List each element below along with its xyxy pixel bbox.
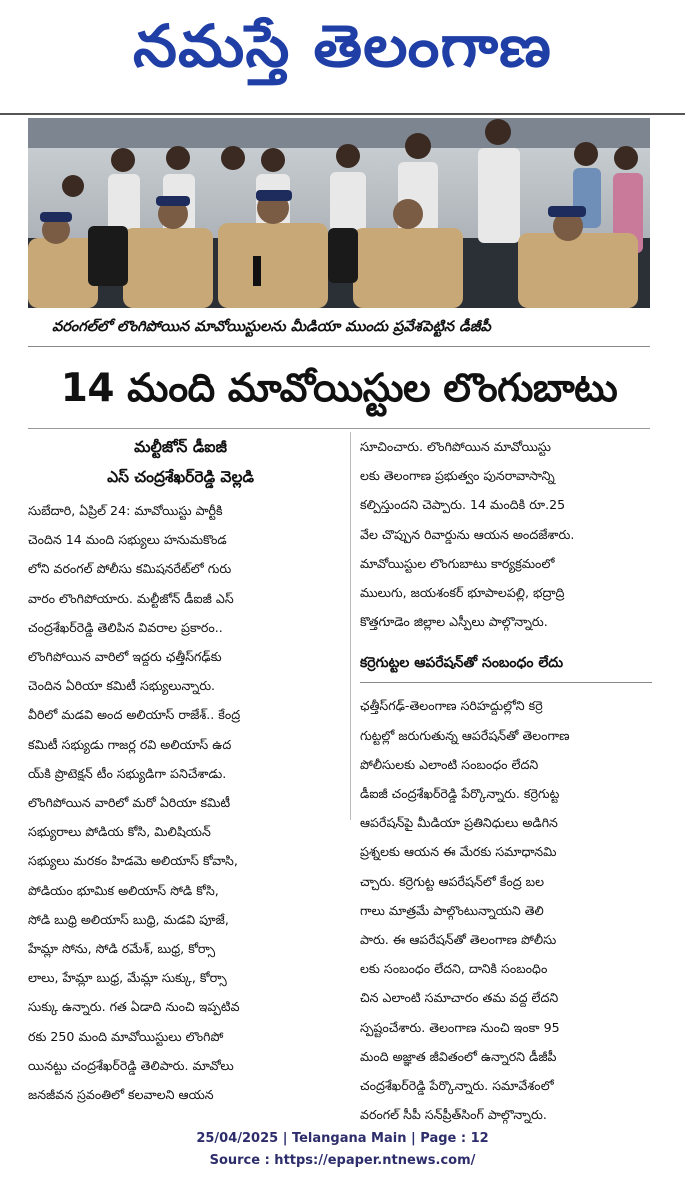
right-column <box>360 432 652 1129</box>
right-line: చిన ఎలాంటి సమాచారం తమ వద్ద లేదని <box>360 990 559 1006</box>
left-line: రకు 250 మంది మావోయిస్టులు లొంగిపో <box>28 1028 224 1044</box>
right-line: లకు తెలంగాణ ప్రభుత్వం పునరావాసాన్ని <box>360 468 555 484</box>
left-line: చంద్రశేఖర్‌రెడ్డి తెలిపిన వివరాల ప్రకారం.. <box>28 619 223 635</box>
right-line: గాలు మాత్రమే పాల్గొంటున్నాయని తెలి <box>360 902 544 918</box>
left-line: సుక్కు ఉన్నారు. గత ఏడాది నుంచి ఇప్పటివ <box>28 999 240 1015</box>
right-line: ఆపరేషన్‌పై మీడియా ప్రతినిధులు అడిగిన <box>360 815 558 831</box>
left-line: పోడియం భూమిక అలియాస్ సోడి కోసి, <box>28 882 219 898</box>
left-line: సభ్యురాలు పోడియ కోసి, మిలిషియన్ <box>28 824 211 840</box>
right-line: పోలీసులకు ఎలాంటి సంబంధం లేదని <box>360 756 539 772</box>
right-line: ఛత్తీస్‌గఢ్-తెలంగాణ సరిహద్దుల్లోని కర్రె <box>360 698 543 714</box>
right-subheading: కర్రెగుట్టల ఆపరేషన్‌తో సంబంధం లేదు <box>360 655 564 672</box>
left-line: హేమ్లా సోను, సోడి రమేశ్, బుధ్ర, కోర్సా <box>28 941 216 957</box>
footer <box>0 1128 685 1172</box>
left-line: యినట్టు చంద్రశేఖర్‌రెడ్డి తెలిపారు. మావోలు <box>28 1057 234 1073</box>
left-line: చెందిన 14 మంది సభ్యులు హనుమకొండ <box>28 532 227 548</box>
right-line: డీఐజీ చంద్రశేఖర్‌రెడ్డి పేర్కొన్నారు. కర్రెగుట్ట <box>360 786 560 802</box>
right-line: స్పష్టంచేశారు. తెలంగాణ నుంచి ఇంకా 95 <box>360 1019 560 1035</box>
right-line: లకు సంబంధం లేదని, దానికి సంబంధిం <box>360 961 548 977</box>
left-line: సుబేదారి, ఏప్రిల్ 24: మావోయిస్టు పార్టీకి <box>28 503 223 518</box>
right-line: సూచించారు. లొంగిపోయిన మావోయిస్టు <box>360 439 552 454</box>
caption-rule <box>28 346 650 347</box>
headline-rule <box>28 428 650 429</box>
left-line: వారం లొంగిపోయారు. మల్టీజోన్ డీఐజీ ఎస్ <box>28 590 234 606</box>
right-line: ప్రశ్నలకు ఆయన ఈ మేరకు సమాధానమి <box>360 844 557 860</box>
right-line: మంది అజ్ఞాత జీవితంలో ఉన్నారని డీజీపీ <box>360 1048 557 1064</box>
left-line: లొంగిపోయిన వారిలో మరో ఏరియా కమిటీ <box>28 795 231 811</box>
right-line: మావోయిస్టుల లొంగుబాటు కార్యక్రమంలో <box>360 555 555 571</box>
left-line: లొంగిపోయిన వారిలో ఇద్దరు ఛత్తీస్‌గఢ్‌కు <box>28 649 222 665</box>
column-separator <box>350 432 351 820</box>
left-line: లాలు, హేమ్లా బుధ్ర, మేమ్లా సుక్కు, కోర్సా <box>28 970 227 986</box>
left-line: సభ్యులు మరకం హిడమె అలియాస్ కోవాసి, <box>28 853 238 869</box>
left-line: య్‌కి ప్రొటెక్షన్ టీం సభ్యుడిగా పనిచేశాడు. <box>28 765 227 781</box>
left-column <box>28 432 333 1109</box>
photo-caption: వరంగల్‌లో లొంగిపోయిన మావోయిస్టులను మీడియా ముందు ప్రవేశపెట్టిన డీజీపీ <box>52 319 491 335</box>
masthead <box>0 0 685 112</box>
subheadline-line-2: ఎస్ చంద్రశేఖర్‌రెడ్డి వెల్లడి <box>107 468 254 486</box>
footer-edition-line: 25/04/2025 | Telangana Main | Page : 12 <box>196 1131 489 1146</box>
right-line: గుట్టల్లో జరుగుతున్న ఆపరేషన్‌తో తెలంగాణ <box>360 727 570 743</box>
left-line: వీరిలో మడవి అంద అలియాస్ రాజేశ్.. కేంద్ర <box>28 707 241 723</box>
left-line: చెందిన ఏరియా కమిటీ సభ్యులున్నారు. <box>28 678 216 694</box>
right-line: చంద్రశేఖర్‌రెడ్డి పేర్కొన్నారు. సమావేశంలో <box>360 1078 554 1094</box>
left-line: సోడి బుధ్రి అలియాస్ బుధ్రి, మడవి పూజే, <box>28 911 229 927</box>
right-body-bottom <box>360 691 652 1129</box>
right-line: వేల చొప్పున రివార్డును ఆయన అందజేశారు. <box>360 526 575 542</box>
subheading-rule <box>360 682 652 683</box>
right-line: చ్చారు. కర్రెగుట్ట ఆపరేషన్‌లో కేంద్ర బల <box>360 873 545 889</box>
left-line: లోని వరంగల్ పోలీసు కమిషనరేట్‌లో గురు <box>28 561 232 577</box>
footer-source-line[interactable]: Source : https://epaper.ntnews.com/ <box>209 1153 476 1168</box>
right-line: పారు. ఈ ఆపరేషన్‌తో తెలంగాణ పోలీసు <box>360 932 557 948</box>
headline: 14 మంది మావోయిస్టుల లొంగుబాటు <box>60 366 618 411</box>
right-body-top <box>360 432 652 636</box>
right-line: కల్పిస్తుందని చెప్పారు. 14 మందికి రూ.25 <box>360 497 566 513</box>
masthead-title: నమస్తే తెలంగాణ <box>132 12 553 80</box>
subheadline-line-1: మల్టీజోన్ డీఐజీ <box>134 438 227 456</box>
left-body <box>28 496 333 1109</box>
right-line: ములుగు, జయశంకర్ భూపాలపల్లి, భద్రాద్రి <box>360 585 565 601</box>
left-line: కమిటీ సభ్యుడు గాజర్ల రవి అలియాస్ ఉద <box>28 736 232 752</box>
news-photo <box>28 118 650 308</box>
right-line: వరంగల్ సీపీ సన్‌ప్రీత్‌సింగ్ పాల్గొన్నారు. <box>360 1107 547 1123</box>
right-line: కొత్తగూడెం జిల్లాల ఎస్పీలు పాల్గొన్నారు. <box>360 614 548 630</box>
top-rule <box>0 113 685 115</box>
left-line: జనజీవన స్రవంతిలో కలవాలని ఆయన <box>28 1087 214 1103</box>
